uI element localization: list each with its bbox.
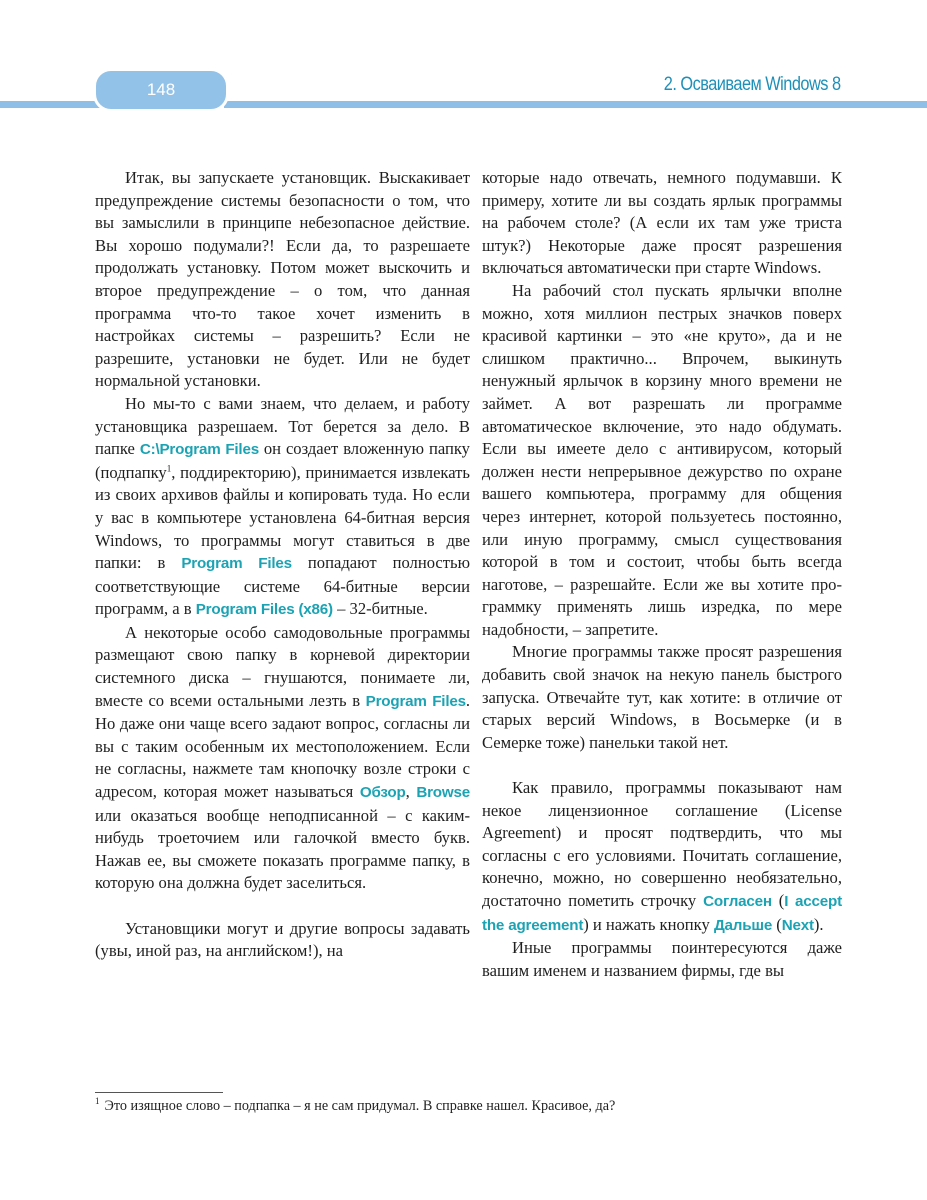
chapter-title: 2. Осваиваем Windows 8 bbox=[664, 74, 841, 95]
text-run: , bbox=[405, 782, 417, 802]
paragraph bbox=[95, 393, 470, 622]
paragraph: которые надо отвечать, немного подумавши. К примеру, хотите ли вы создать ярлык программы на рабочем столе? (А если их там уже триста штук?) Некоторые даже просят разрешения включаться автоматически при старте Windows. bbox=[482, 168, 842, 278]
page-number: 148 bbox=[146, 80, 176, 99]
text-run: попадают полностью соответствующие системе 64-битные версии программ, а в bbox=[95, 553, 471, 619]
highlighted-term: Обзор bbox=[359, 784, 406, 802]
text-run: ( bbox=[772, 914, 782, 934]
paragraph: На рабочий стол пускать ярлычки вполне можно, хотя миллион пестрых значков поверх красивой картинки – это «не круто», да и не слишком практично... Впрочем, выкинуть ненужный ярлычок в корзину много времени не займет. А вот разрешать ли программе автоматическое включение, это надо обдумать. Если вы имеете дело с антивирусом, который должен нести непрерывное дежурство по охране вашего компьютера, программу для общения через интернет, которой пользуетесь постоянно, или иную программу, смысл существования которой в том и состоит, чтобы быть всегда наготове, – разрешайте. Если же вы хотите программку применять лишь изредка, по мере надобности, – запретите. bbox=[482, 280, 842, 639]
text-run: ) и нажать кнопку bbox=[583, 914, 714, 934]
highlighted-term: Program Files bbox=[181, 555, 292, 573]
paragraph: Многие программы также просят разрешения добавить свой значок на некую панель быстрого запуска. Отвечайте тут, как хотите: в отличие от старых версий Windows, в Восьмерке (и в Семерке тоже) панельки такой нет. bbox=[482, 642, 842, 752]
footnote-ref[interactable]: 1 bbox=[166, 463, 172, 474]
paragraph bbox=[95, 622, 470, 895]
footnote-divider bbox=[95, 1092, 223, 1093]
text-run: или оказаться вообще неподписанной – с каким-нибудь троеточием или галочкой вместо букв. Нажав ее, вы сможете показать программе папку, в которую она должна будет заселиться. bbox=[95, 805, 470, 893]
text-run: он создает вложенную папку (подпапку bbox=[95, 439, 470, 482]
highlighted-term: I accept the agreement bbox=[482, 893, 842, 934]
text-run: Как правило, программы показывают нам некое лицензионное соглашение (License Agreement) и просят подтвердить, что мы согласны с его условиями. Почитать соглашение, конечно, можно, но совершенно необязательно, достаточно пометить строчку bbox=[482, 778, 842, 910]
text-run: ). bbox=[813, 914, 824, 934]
paragraph: Иные программы поинтересуются даже вашим именем и названием фирмы, где вы bbox=[482, 938, 842, 980]
highlighted-term: Program Files bbox=[365, 692, 466, 710]
paragraph: Итак, вы запускаете установщик. Выскакивает предупреждение системы безопасности о том, что вы замыслили в принципе небезопасное действие. Вы хорошо подумали?! Если да, то разрешаете продолжать установку. Потом может выскочить и второе предупреждение – о том, что данная программа что-то такое хочет изменить в настройках системы – разрешить? Если не разрешите, установки не будет. Или не будет нормальной установки. bbox=[95, 168, 470, 391]
footnote-marker: 1 bbox=[95, 1096, 100, 1107]
header-rule-right bbox=[224, 101, 927, 108]
text-run: Но мы-то с вами знаем, что делаем, и работу установщика разрешаем. Тот берется за дело. В папке bbox=[95, 393, 470, 459]
paragraph: Установщики могут и другие вопросы задавать (увы, иной раз, на английском!), на bbox=[95, 918, 470, 961]
highlighted-term: Browse bbox=[416, 784, 470, 802]
highlighted-term: Program Files (x86) bbox=[195, 601, 333, 619]
highlighted-term: C:\Program Files bbox=[139, 441, 259, 459]
text-run: , поддиректорию), принимается извлекать из своих архивов файлы и копировать туда. Но если у вас в компьютере установлена 64-битная версия Windows, то программы могут ставиться в две папки: в bbox=[95, 462, 470, 573]
right-column bbox=[482, 167, 842, 982]
header-rule-left bbox=[0, 101, 100, 108]
left-column bbox=[95, 167, 470, 963]
highlighted-term: Согласен bbox=[703, 893, 772, 910]
highlighted-term: Дальше bbox=[713, 916, 773, 934]
footnote bbox=[95, 1097, 615, 1115]
paragraph bbox=[482, 777, 842, 937]
page-number-tab bbox=[93, 68, 229, 112]
text-run: А некоторые особо самодовольные программы размещают свою папку в корневой директории системного диска – гнушаются, понимаете ли, вместе со всеми остальными лезть в bbox=[95, 622, 470, 710]
text-run: . Но даже они чаще всего задают вопрос, согласны ли вы с таким особенным их местоположением. Если не согласны, нажмете там кнопочку возле строки с адресом, которая может называться bbox=[95, 690, 470, 802]
text-run: ( bbox=[771, 891, 785, 910]
footnote-text: Это изящное слово – подпапка – я не сам придумал. В справке нашел. Красивое, да? bbox=[104, 1098, 616, 1114]
highlighted-term: Next bbox=[781, 916, 814, 934]
text-run: – 32-битные. bbox=[332, 599, 428, 619]
